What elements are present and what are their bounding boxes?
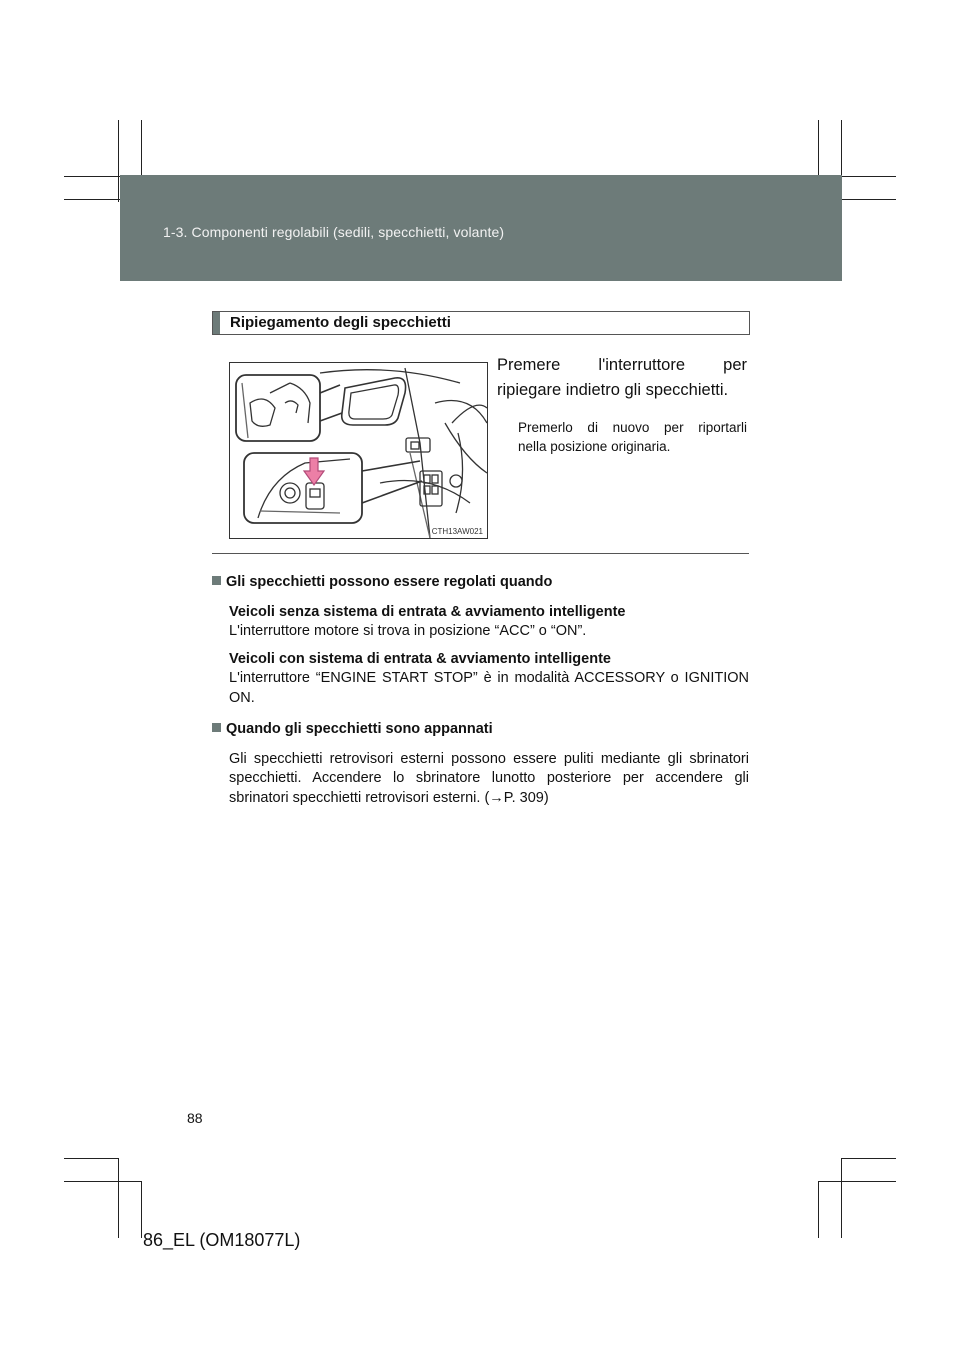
main-instruction-line-2: ripiegare indietro gli specchietti. [497,381,729,399]
note-heading [212,573,749,593]
crop-mark [118,120,119,202]
notes-section [212,573,749,815]
section-title: Ripiegamento degli specchietti [230,314,451,331]
section-breadcrumb: 1-3. Componenti regolabili (sedili, specchietti, volante) [163,224,505,240]
mirror-fold-illustration [229,362,488,539]
note-1-subheading-2: Veicoli con sistema di entrata & avviamento intelligente [229,650,611,667]
figure-code: CTH13AW021 [431,527,483,536]
crop-mark [841,1158,896,1159]
note-1-text-1: L'interruttore motore si trova in posizione “ACC” o “ON”. [229,623,587,639]
crop-mark [141,1182,142,1238]
crop-mark [118,1158,119,1238]
section-accent [213,312,220,334]
square-bullet-icon [212,723,221,732]
note-2-text: Gli specchietti retrovisori esterni possono essere puliti mediante gli sbrinatori specchietti. Accendere lo sbrinatore lunotto posteriore per accendere gli sbrinatori specchietti retrovisori esterni. (→P. 309) [229,750,749,806]
sub-instruction-line-1: Premerlo di nuovo per riportarli [518,420,747,435]
mirror-fold-switch-illustration [230,363,487,538]
sub-instruction [518,418,747,456]
crop-mark [64,1181,142,1182]
crop-mark [64,1158,119,1159]
crop-mark [818,1182,819,1238]
square-bullet-icon [212,576,221,585]
note-1-subheading-1: Veicoli senza sistema di entrata & avviamento intelligente [229,603,626,620]
note-1-text-2: L'interruttore “ENGINE START STOP” è in modalità ACCESSORY o IGNITION ON. [229,670,749,706]
document-code: 86_EL (OM18077L) [143,1230,301,1250]
sub-instruction-line-2: nella posizione originaria. [518,439,671,454]
main-instruction-line-1: Premere l'interruttore per [497,356,747,374]
note-heading [212,720,749,740]
crop-mark [841,1158,842,1238]
note-1-title: Gli specchietti possono essere regolati quando [226,574,553,590]
page-number: 88 [187,1110,203,1126]
note-2-title: Quando gli specchietti sono appannati [226,721,493,737]
section-title-bar [212,311,750,335]
main-instruction [497,353,747,403]
divider [212,553,749,554]
crop-mark [818,1181,896,1182]
